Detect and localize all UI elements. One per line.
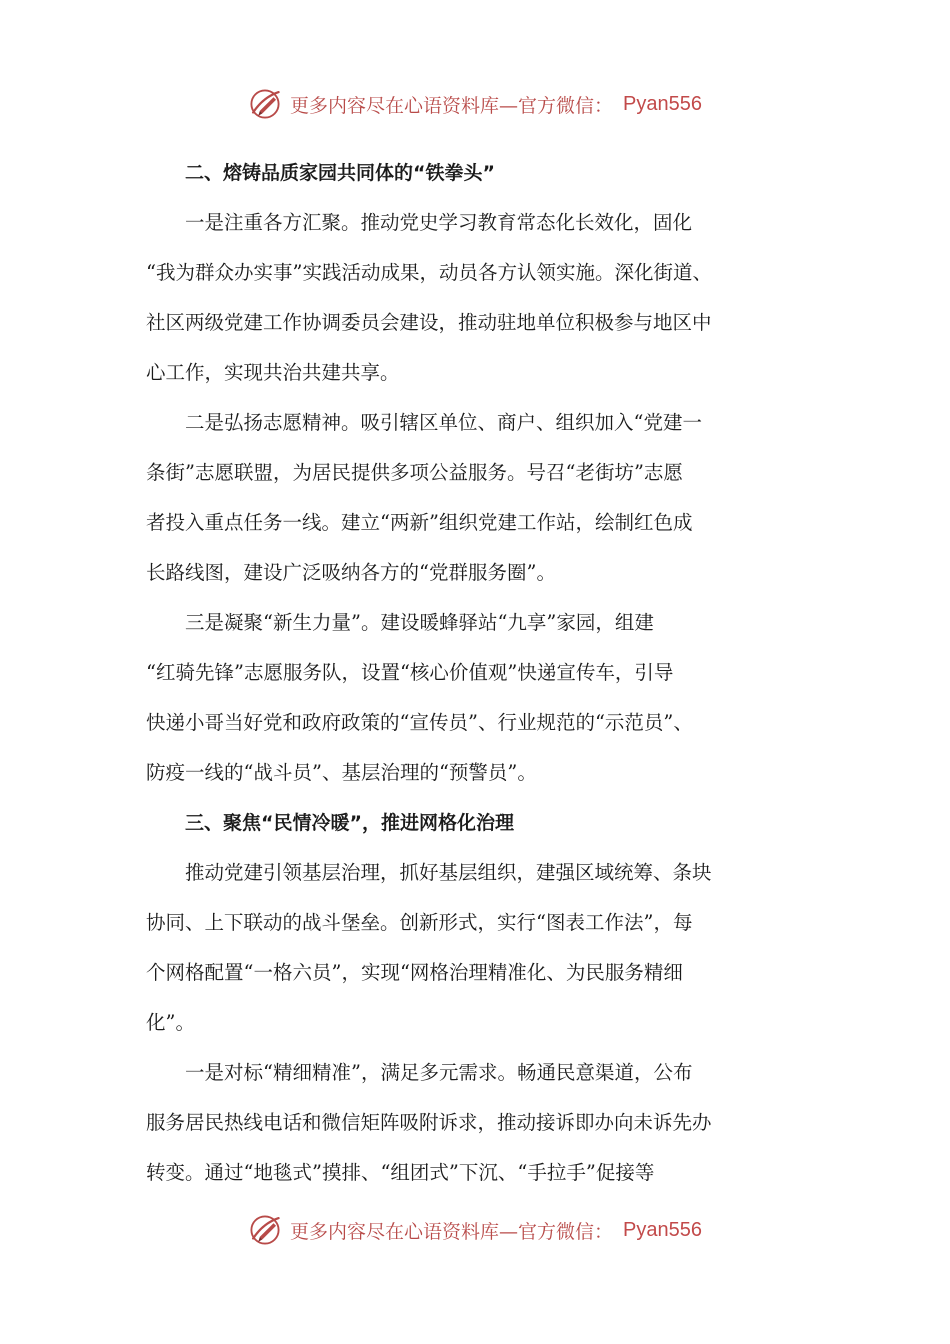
paragraph-line: 一是注重各方汇聚。推动党史学习教育常态化长效化，固化 [185, 211, 693, 234]
watermark-header [0, 82, 950, 126]
paragraph-line: “红骑先锋”志愿服务队，设置“核心价值观”快递宣传车，引导 [146, 661, 674, 684]
paragraph-line: 个网格配置“一格六员”，实现“网格治理精准化、为民服务精细 [146, 961, 683, 984]
watermark-text: 更多内容尽在心语资料库—官方微信： [290, 1220, 614, 1243]
paragraph-line: 防疫一线的“战斗员”、基层治理的“预警员”。 [146, 761, 537, 784]
paragraph-line: 推动党建引领基层治理，抓好基层组织，建强区域统筹、条块 [185, 861, 712, 884]
paragraph-line: 一是对标“精细精准”，满足多元需求。畅通民意渠道，公布 [185, 1061, 693, 1084]
paragraph-line: 快递小哥当好党和政府政策的“宣传员”、行业规范的“示范员”、 [146, 711, 693, 734]
paragraph-line: 服务居民热线电话和微信矩阵吸附诉求，推动接诉即办向未诉先办 [146, 1111, 712, 1134]
watermark-text: 更多内容尽在心语资料库—官方微信： [290, 94, 614, 117]
paragraph-line: 转变。通过“地毯式”摸排、“组团式”下沉、“手拉手”促接等 [146, 1161, 655, 1184]
paragraph-line: “我为群众办实事”实践活动成果，动员各方认领实施。深化街道、 [146, 261, 712, 284]
paragraph-line: 者投入重点任务一线。建立“两新”组织党建工作站，绘制红色成 [146, 511, 693, 534]
paragraph-line: 条街”志愿联盟，为居民提供多项公益服务。号召“老街坊”志愿 [146, 461, 683, 484]
paragraph-line: 心工作，实现共治共建共享。 [146, 361, 400, 384]
quill-logo-icon [248, 87, 282, 121]
quill-logo-icon [248, 1213, 282, 1247]
paragraph-line: 三是凝聚“新生力量”。建设暖蜂驿站“九享”家园，组建 [185, 611, 654, 634]
watermark-wechat-id: Pyan556 [623, 1218, 702, 1241]
section-heading: 三、聚焦“民情冷暖”，推进网格化治理 [185, 812, 514, 834]
section-heading: 二、熔铸品质家园共同体的“铁拳头” [185, 162, 495, 184]
watermark-footer [0, 1208, 950, 1252]
paragraph-line: 化”。 [146, 1011, 195, 1034]
paragraph-line: 长路线图，建设广泛吸纳各方的“党群服务圈”。 [146, 561, 556, 584]
paragraph-line: 社区两级党建工作协调委员会建设，推动驻地单位积极参与地区中 [146, 311, 712, 334]
paragraph-line: 协同、上下联动的战斗堡垒。创新形式，实行“图表工作法”，每 [146, 911, 693, 934]
document-body [146, 148, 806, 1188]
paragraph-line: 二是弘扬志愿精神。吸引辖区单位、商户、组织加入“党建一 [185, 411, 702, 434]
watermark-wechat-id: Pyan556 [623, 92, 702, 115]
